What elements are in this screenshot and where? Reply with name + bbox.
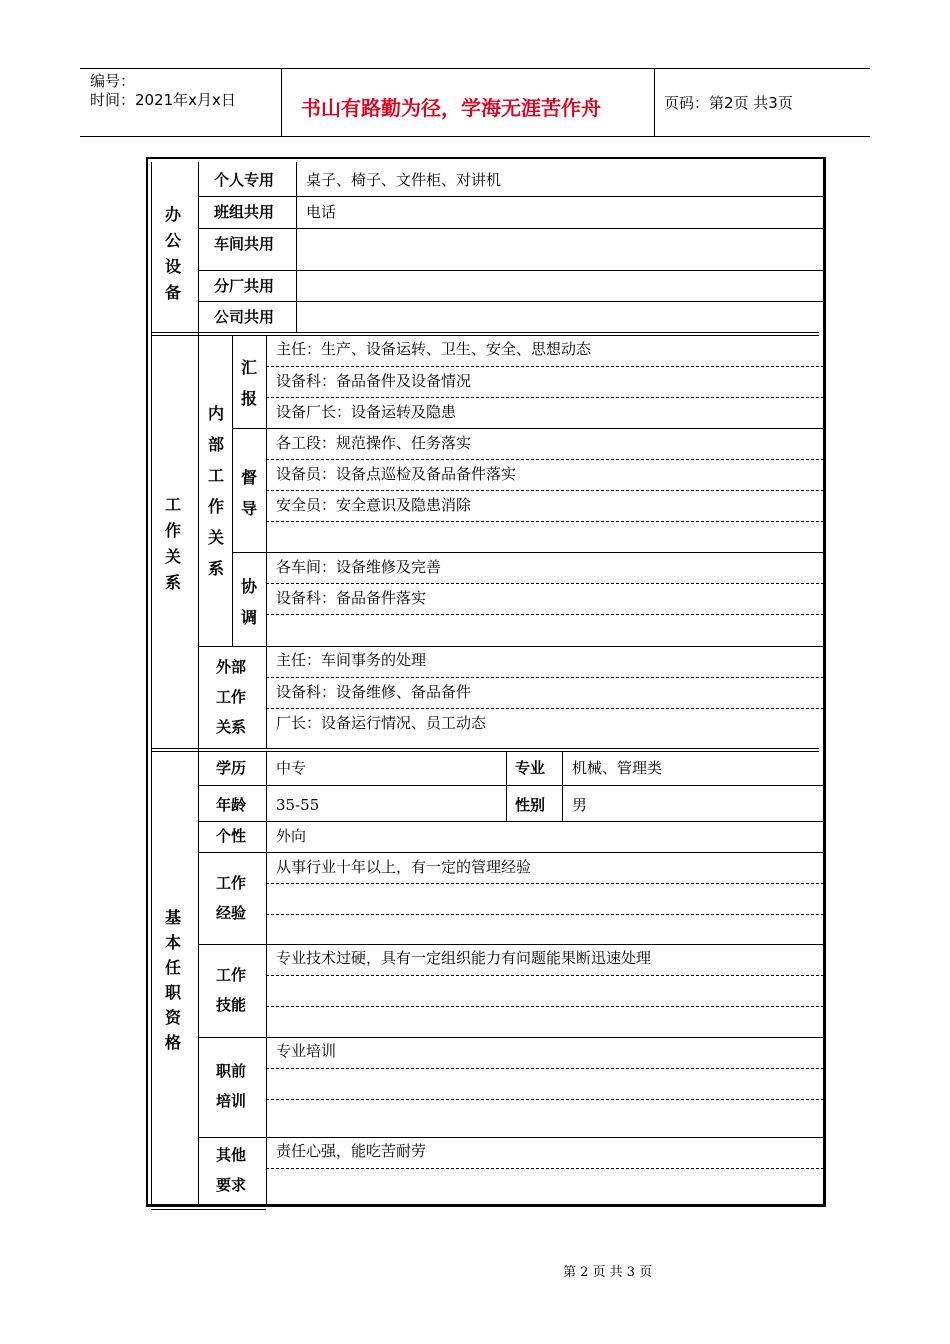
major-label: 专业 (515, 759, 546, 777)
major-value: 机械、管理类 (572, 759, 663, 777)
education-label: 学历 (216, 759, 247, 777)
qualifications-title: 基 本 任 职 资 格 (164, 908, 181, 1052)
other-value: 责任心强，能吃苦耐劳 (276, 1142, 427, 1160)
experience-label-1: 工作 (216, 874, 247, 892)
header-motto: 书山有路勤为径，学海无涯苦作舟 (301, 96, 601, 120)
report-line-2: 设备科：备品备件及设备情况 (276, 372, 472, 390)
equipment-label-personal: 个人专用 (214, 171, 275, 189)
age-label: 年龄 (216, 796, 247, 814)
skills-label-1: 工作 (216, 966, 247, 984)
gender-label: 性别 (515, 796, 546, 814)
report-line-1: 主任：生产、设备运转、卫生、安全、思想动态 (276, 340, 592, 358)
work-relations-title: 工 作 关 系 (164, 495, 181, 592)
equipment-label-branch: 分厂共用 (214, 277, 275, 295)
other-label-2: 要求 (216, 1176, 247, 1194)
report-line-3: 设备厂长：设备运转及隐患 (276, 403, 457, 421)
coordinate-line-1: 各车间：设备维修及完善 (276, 558, 442, 576)
supervise-line-1: 各工段：规范操作、任务落实 (276, 434, 472, 452)
supervise-title: 督 导 (240, 468, 257, 518)
page-number-label: 页码：第2页 共3页 (664, 94, 793, 112)
experience-value: 从事行业十年以上，有一定的管理经验 (276, 858, 532, 876)
gender-value: 男 (572, 796, 588, 814)
report-title: 汇 报 (240, 358, 257, 408)
coordinate-title: 协 调 (240, 577, 257, 627)
equipment-label-workshop: 车间共用 (214, 235, 275, 253)
external-line-3: 厂长：设备运行情况、员工动态 (276, 714, 487, 732)
equipment-label-team: 班组共用 (214, 203, 275, 221)
footer-page-number: 第 2 页 共 3 页 (563, 1265, 653, 1280)
equipment-value-personal: 桌子、椅子、文件柜、对讲机 (306, 171, 502, 189)
internal-relations-title: 内 部 工 作 关 系 (207, 404, 224, 578)
age-value: 35-55 (276, 796, 320, 814)
personality-value: 外向 (276, 827, 307, 845)
skills-label-2: 技能 (216, 996, 247, 1014)
equipment-value-team: 电话 (306, 203, 337, 221)
supervise-line-3: 安全员：安全意识及隐患消除 (276, 496, 472, 514)
office-equipment-title: 办 公 设 备 (164, 205, 181, 302)
other-label-1: 其他 (216, 1146, 247, 1164)
training-value: 专业培训 (276, 1042, 337, 1060)
coordinate-line-2: 设备科：备品备件落实 (276, 589, 427, 607)
supervise-line-2: 设备员：设备点巡检及备品备件落实 (276, 465, 517, 483)
training-label-2: 培训 (216, 1092, 247, 1110)
skills-value: 专业技术过硬，具有一定组织能力有问题能果断迅速处理 (276, 949, 652, 967)
external-relations-title-2: 工作 (216, 688, 247, 706)
education-value: 中专 (276, 759, 307, 777)
training-label-1: 职前 (216, 1062, 247, 1080)
personality-label: 个性 (216, 827, 247, 845)
equipment-label-company: 公司共用 (214, 308, 275, 326)
external-line-1: 主任：车间事务的处理 (276, 651, 427, 669)
document-time-label: 时间：2021年x月x日 (90, 91, 236, 109)
external-line-2: 设备科：设备维修、备品备件 (276, 683, 472, 701)
document-number-label: 编号： (90, 72, 136, 90)
experience-label-2: 经验 (216, 904, 247, 922)
external-relations-title-3: 关系 (216, 718, 247, 736)
external-relations-title-1: 外部 (216, 658, 247, 676)
